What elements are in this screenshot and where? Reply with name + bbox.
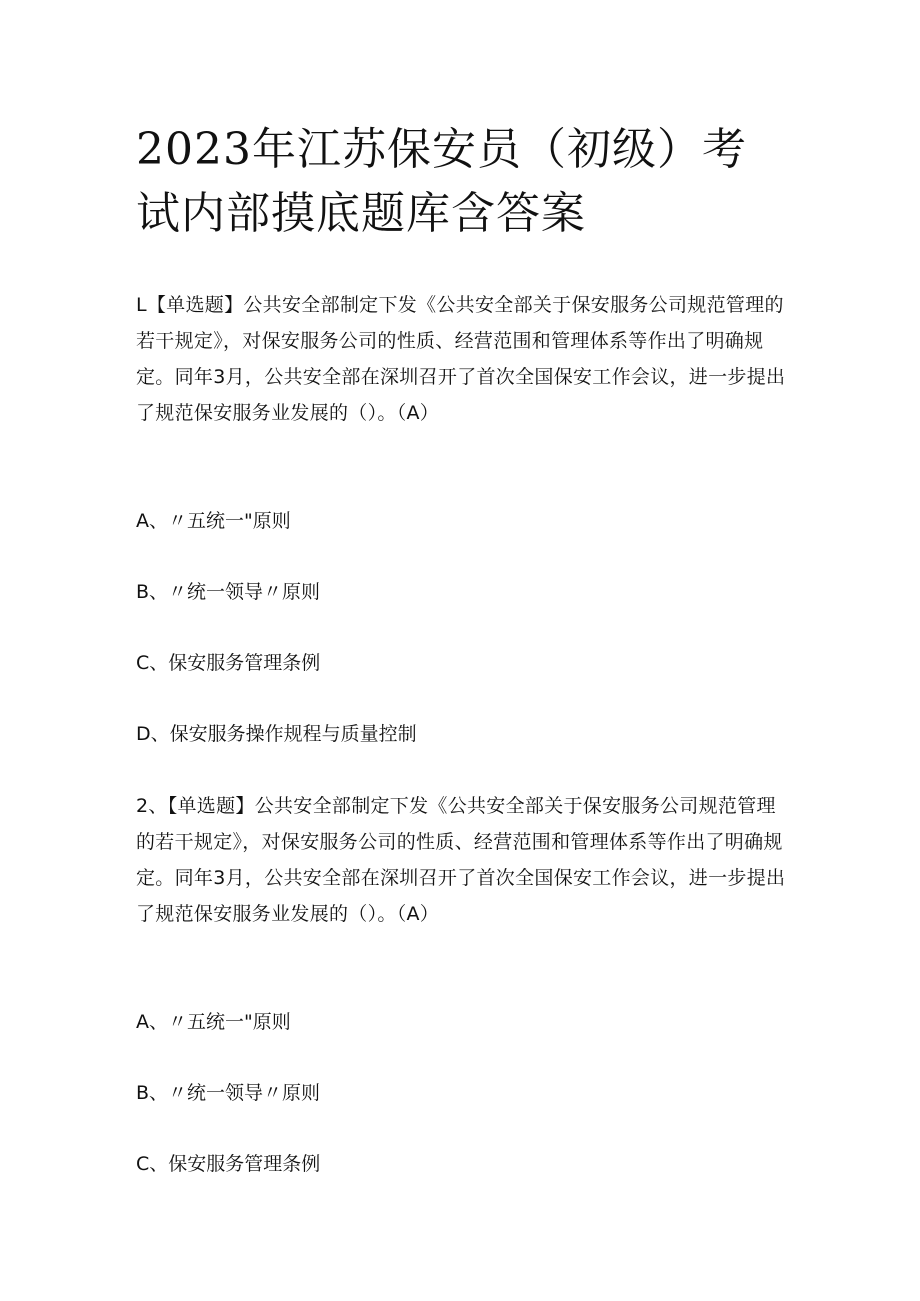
question-1-option-d: D、保安服务操作规程与质量控制	[136, 723, 417, 745]
question-1-option-b: B、〃统一领导〃原则	[136, 581, 321, 603]
question-1-option-a: A、〃五统一"原则	[136, 510, 291, 532]
question-2-option-a: A、〃五统一"原则	[136, 1011, 291, 1033]
question-2-option-b: B、〃统一领导〃原则	[136, 1082, 321, 1104]
question-2-stem: 2、【单选题】公共安全部制定下发《公共安全部关于保安服务公司规范管理的若干规定》，对保安服务公司的性质、经营范围和管理体系等作出了明确规定。同年3月，公共安全部在深圳召开了首次全国保安工作会议，进一步提出了规范保安服务业发展的（）。（A）	[136, 795, 786, 925]
question-2-option-c: C、保安服务管理条例	[136, 1153, 321, 1175]
document-title: 2023年江苏保安员（初级）考试内部摸底题库含答案	[136, 124, 747, 239]
question-1-option-c: C、保安服务管理条例	[136, 652, 321, 674]
question-1-stem: L【单选题】公共安全部制定下发《公共安全部关于保安服务公司规范管理的若干规定》，对保安服务公司的性质、经营范围和管理体系等作出了明确规定。同年3月，公共安全部在深圳召开了首次全国保安工作会议，进一步提出了规范保安服务业发展的（）。（A）	[136, 294, 786, 424]
